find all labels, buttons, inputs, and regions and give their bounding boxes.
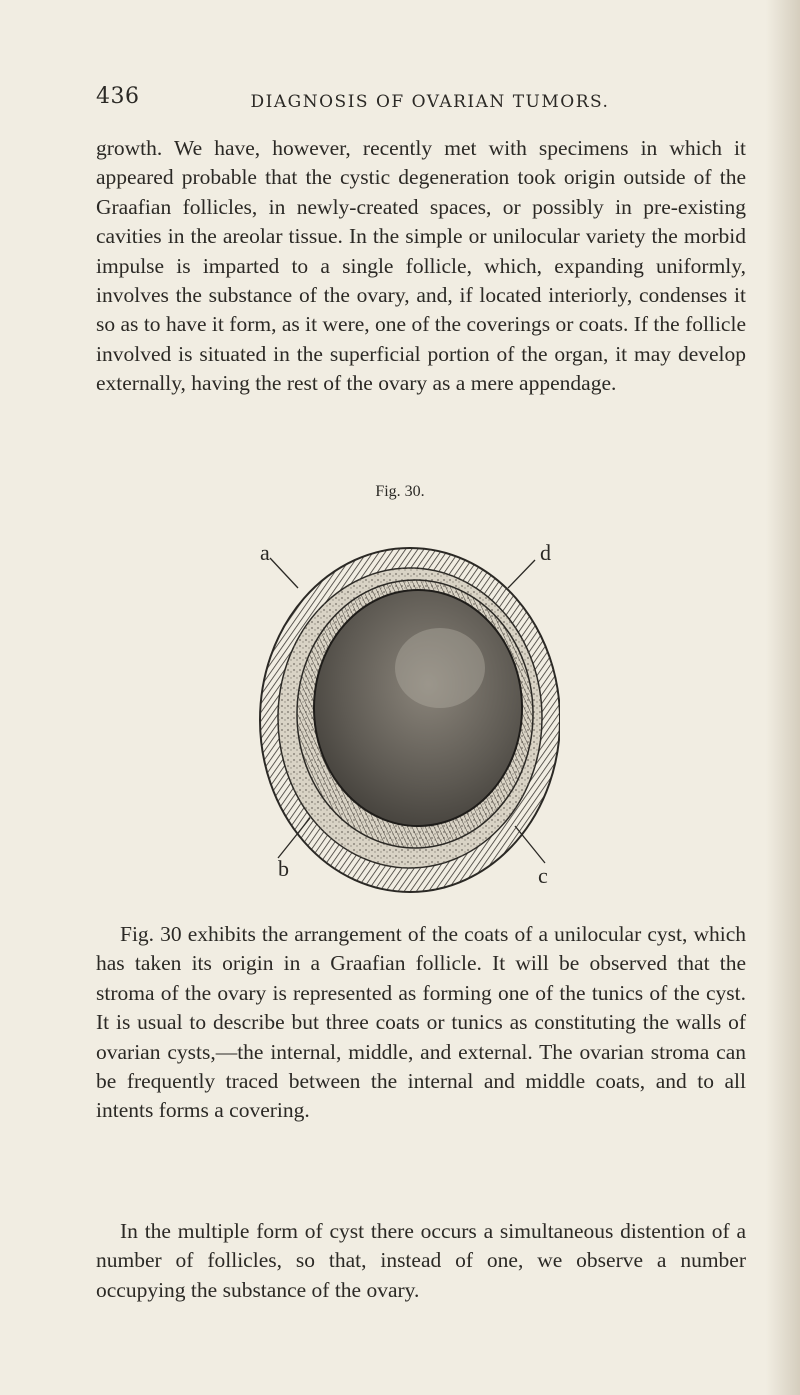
page-edge-shadow: [766, 0, 800, 1395]
running-head: DIAGNOSIS OF OVARIAN TUMORS.: [250, 92, 610, 112]
figure-caption: Fig. 30.: [375, 483, 425, 500]
pointer-d: [508, 560, 535, 588]
figure-label-b: b: [278, 856, 289, 881]
figure-label-d: d: [540, 540, 551, 565]
cyst-illustration: [250, 518, 560, 893]
cavity-highlight: [395, 628, 485, 708]
pointer-a: [270, 558, 298, 588]
paragraph-fig-explanation: Fig. 30 exhibits the arrangement of the coats of a unilocular cyst, which has taken its origin in a Graafian follicle. It will be observed that the stroma of the ovary is represented as forming one of the tunics of the cyst. It is usual to describe but three coats or tunics as constituting the walls of ovarian cysts,—the internal, middle, and external. The ovarian stroma can be frequently traced between the internal and middle coats, and to all intents forms a covering.: [96, 922, 746, 1123]
figure-label-c: c: [538, 863, 548, 888]
pointer-c: [515, 826, 545, 863]
paragraph-multiple-form: In the multiple form of cyst there occurs a simultaneous distention of a number of follicles, so that, instead of one, we observe a number occupying the substance of the ovary.: [96, 1219, 746, 1302]
cyst-cavity: [314, 590, 522, 826]
cyst-engraving: [250, 518, 560, 893]
figure-label-a: a: [260, 540, 270, 565]
paragraph-growth: growth. We have, however, recently met with specimens in which it appeared probable that the cystic degeneration took origin outside of the Graafian follicles, in newly-created spaces, or possibly in pre-existing cavities in the areolar tissue. In the simple or unilocular variety the morbid impulse is imparted to a single follicle, which, expanding uniformly, involves the substance of the ovary, and, if located interiorly, condenses it so as to have it form, as it were, one of the coverings or coats. If the follicle involved is situated in the superficial portion of the organ, it may develop externally, having the rest of the ovary as a mere appendage.: [96, 136, 746, 396]
page-number: 436: [96, 84, 140, 109]
